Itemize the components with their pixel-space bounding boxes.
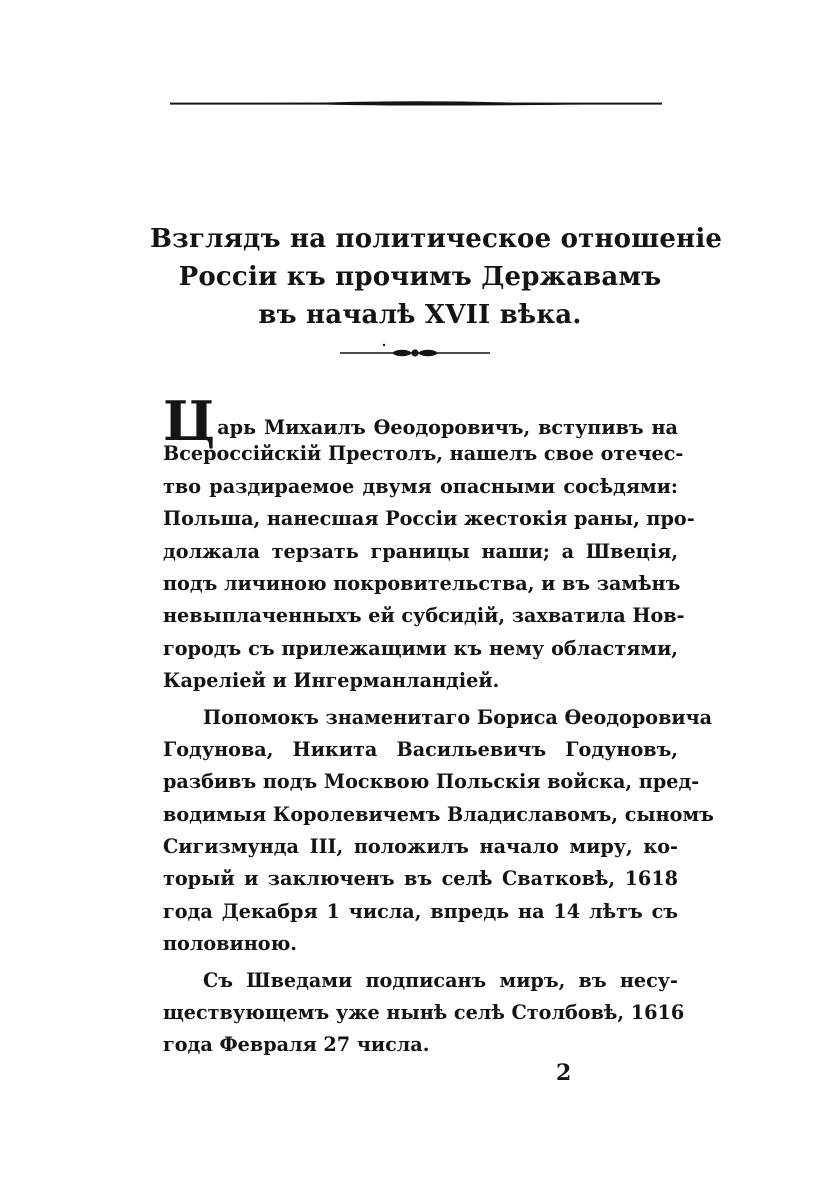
text-line: Царь Михаилъ Өеодоровичъ, вступивъ на: [163, 389, 678, 453]
text-line: Карелiей и Ингерманландiей.: [163, 669, 500, 693]
text-line: подъ личиною покровительства, и въ замѣнъ: [163, 571, 681, 595]
paragraph-1: [163, 389, 695, 698]
text-line: городъ съ прилежащими къ нему областями,: [163, 636, 678, 660]
text-line: невыплаченныхъ ей субсидiй, захватила Нов-: [163, 604, 685, 628]
text-line: года Февраля 27 числа.: [163, 1033, 430, 1057]
title-line-2: Россiи къ прочимъ Державамъ: [178, 262, 662, 292]
title-line-3: въ началѣ XVII вѣка.: [258, 300, 582, 330]
title-line-1: Взглядъ на политическое отношенiе: [150, 224, 723, 254]
drop-cap: Ц: [163, 389, 216, 453]
text-line: Польша, нанесшая Россiи жестокiя раны, про-: [163, 507, 695, 531]
text-line: половиною.: [163, 932, 297, 956]
text-line: водимыя Королевичемъ Владиславомъ, сыномъ: [163, 802, 714, 826]
page-number: 2: [556, 1060, 572, 1086]
text-line: Съ Шведами подписанъ миръ, въ несу-: [203, 968, 678, 992]
text-line: ществующемъ уже нынѣ селѣ Столбовѣ, 1616: [163, 1001, 685, 1025]
paragraph-3: [163, 965, 685, 1062]
text-line: Годунова, Никита Васильевичъ Годуновъ,: [163, 737, 678, 761]
title-ornament-divider: [340, 343, 490, 361]
text-line: тво раздираемое двумя опасными сосѣдями:: [163, 474, 678, 498]
text-line: Попомокъ знаменитаго Бориса Өеодоровича: [203, 705, 713, 729]
paragraph-2: [163, 702, 714, 961]
text-line: Сигизмунда III, положилъ начало миру, ко-: [163, 835, 678, 859]
text-line: должала терзать границы наши; а Швецiя,: [163, 539, 678, 563]
text-line: торый и заключенъ въ селѣ Сватковѣ, 1618: [163, 867, 678, 891]
chapter-title: [150, 220, 723, 334]
top-decorative-rule: [170, 100, 662, 107]
body-text: [163, 389, 714, 1062]
text-line: года Декабря 1 числа, впредь на 14 лѣтъ съ: [163, 899, 678, 923]
text-line: Всероссiйскiй Престолъ, нашелъ свое отечес-: [163, 442, 684, 466]
text-line: разбивъ подъ Москвою Польскiя войска, пред-: [163, 770, 700, 794]
